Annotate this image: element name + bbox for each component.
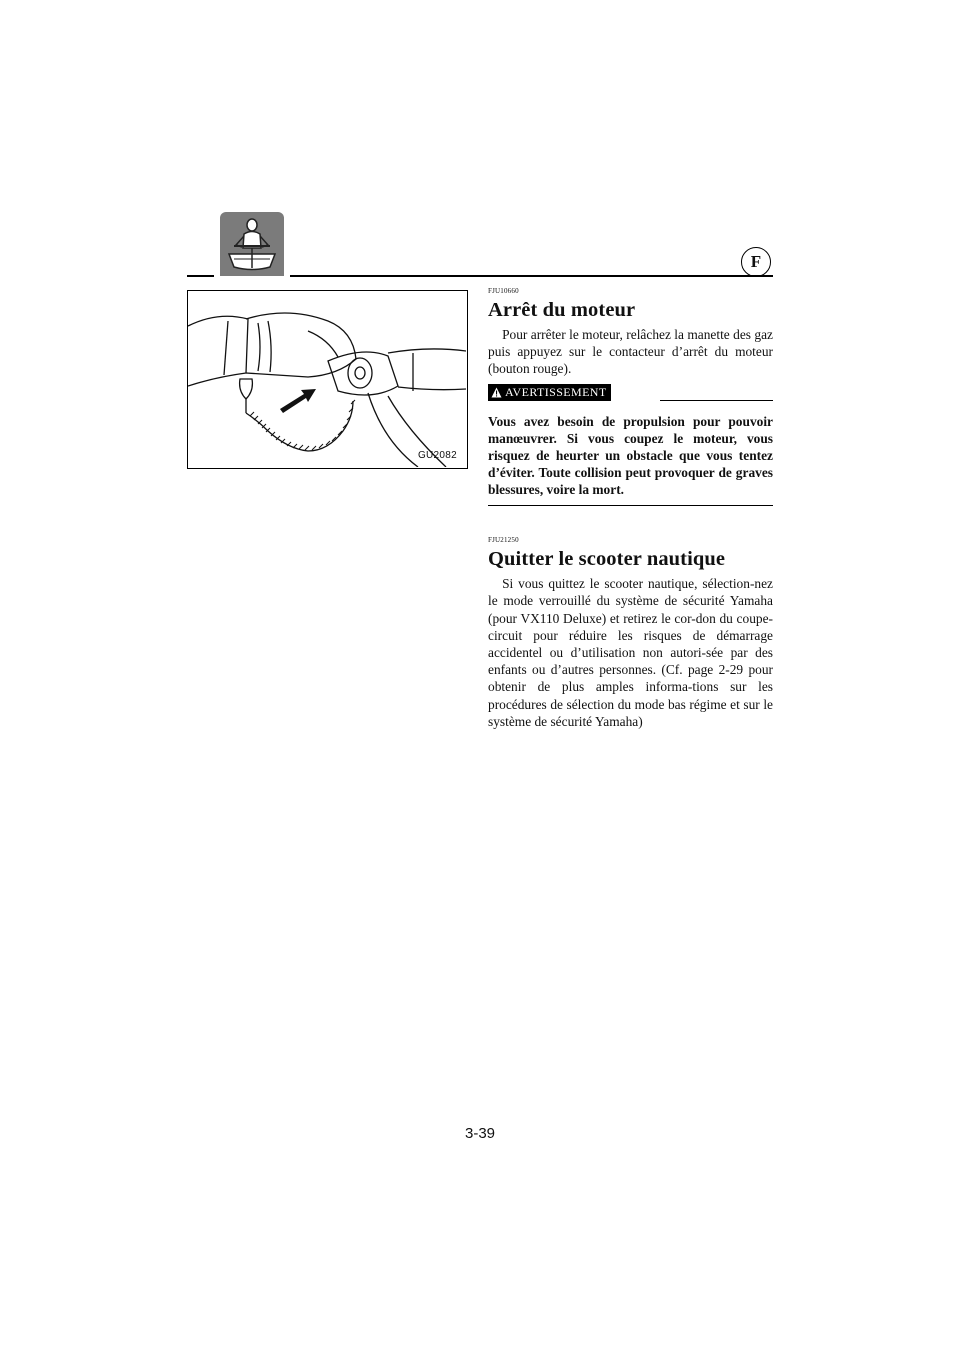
figure-code: GU2082	[417, 450, 457, 461]
section-body: Si vous quittez le scooter nautique, sélection-nez le mode verrouillé du système de sécurité Yamaha (pour VX110 Deluxe) et retirez le cor-don du coupe-circuit pour réduire les risques de démarrage accidentel ou d’utilisation non autori-sée par des enfants ou d’autres personnes. (Cf. page 2-29 pour obtenir de plus amples informa-tions sur les procédures de sélection du mode bas régime et sur le système de sécurité Yamaha)	[488, 576, 773, 729]
section-code: FJU21250	[488, 536, 519, 545]
text-column	[488, 287, 773, 730]
warning-label-text: AVERTISSEMENT	[505, 384, 607, 399]
lanyard-illustration	[187, 290, 468, 469]
section-title: Arrêt du moteur	[488, 299, 636, 321]
language-badge: F	[741, 247, 771, 277]
warning-triangle-icon	[491, 387, 502, 398]
header-rule-left	[187, 275, 214, 277]
warning-header	[488, 384, 773, 404]
jet-ski-rider-icon	[220, 212, 284, 276]
page-number: 3-39	[464, 1125, 496, 1142]
warning-bottom-rule	[488, 505, 773, 507]
section-code: FJU10660	[488, 287, 519, 295]
section-body: Pour arrêter le moteur, relâchez la manette des gaz puis appuyez sur le contacteur d’arrêt du moteur (bouton rouge).	[488, 327, 773, 377]
section-title: Quitter le scooter nautique	[488, 548, 726, 571]
lanyard-stop-switch-illustration	[188, 291, 466, 467]
warning-text: Vous avez besoin de propulsion pour pouvoir manœuvrer. Si vous coupez le moteur, vous risquez de heurter un obstacle que vous tentez d’éviter. Toute collision peut provoquer de graves blessures, voire la mort.	[488, 413, 773, 498]
header-rule-right	[290, 275, 773, 277]
warning-rule	[660, 400, 773, 402]
warning-label	[488, 384, 611, 401]
